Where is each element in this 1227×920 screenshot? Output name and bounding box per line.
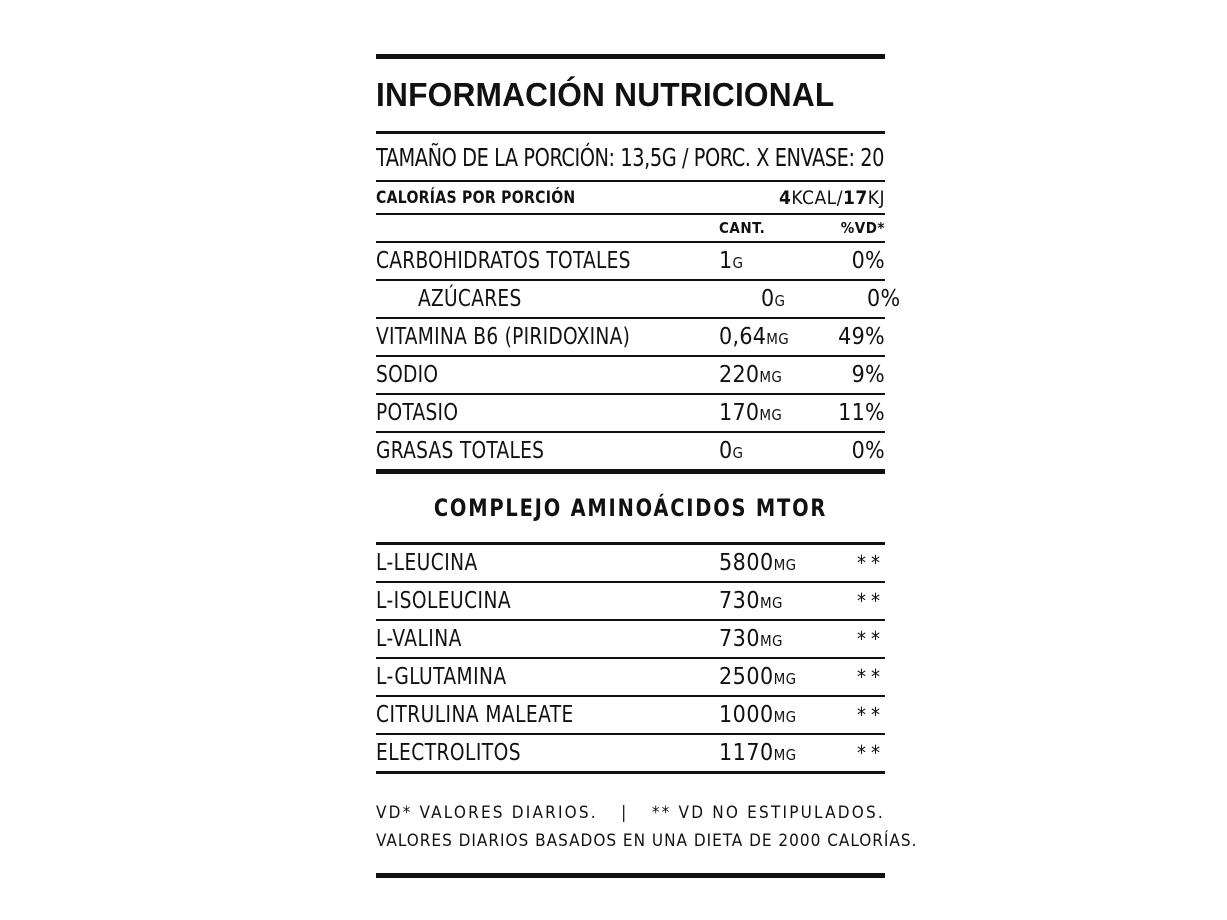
amount-unit: MG (760, 632, 783, 650)
amount-value: 730 (719, 626, 760, 652)
footnote-vd-definition: VD* VALORES DIARIOS. (376, 803, 598, 823)
item-amount (719, 588, 825, 614)
nutrition-facts-panel (376, 54, 918, 878)
kj-unit: KJ (867, 186, 885, 209)
footnote (376, 774, 918, 855)
nutrient-row (376, 281, 901, 317)
item-vd: 49% (838, 324, 885, 350)
amount-value: 0,64 (719, 324, 767, 350)
amount-unit: MG (759, 368, 783, 386)
item-name (376, 362, 719, 388)
amount-value: 0 (719, 438, 733, 464)
amino-row (376, 735, 885, 771)
item-name (376, 588, 719, 614)
item-name-text: VITAMINA B6 (PIRIDOXINA) (376, 324, 631, 350)
spacer (376, 855, 885, 873)
item-name-text: SODIO (376, 362, 439, 388)
kcal-value: 4 (778, 186, 792, 209)
item-name-text: CITRULINA MALEATE (376, 702, 574, 728)
item-vd: ** (857, 627, 885, 651)
amount-value: 0 (761, 286, 775, 312)
item-name-text: L-ISOLEUCINA (376, 588, 512, 614)
calories-label: CALORÍAS POR PORCIÓN (376, 187, 576, 208)
item-amount (719, 400, 825, 426)
item-name (376, 740, 719, 766)
item-vd: 0% (867, 286, 901, 312)
item-name-text: AZÚCARES (418, 286, 522, 312)
header-vd: %VD* (840, 219, 885, 237)
item-name-text: POTASIO (376, 400, 459, 426)
amount-value: 730 (719, 588, 760, 614)
amino-row (376, 659, 885, 695)
item-name-text: L-LEUCINA (376, 550, 478, 576)
item-amount (719, 550, 825, 576)
item-vd: ** (857, 551, 885, 575)
amino-list (376, 545, 885, 774)
footnote-line-2: VALORES DIARIOS BASADOS EN UNA DIETA DE 2000 CALORÍAS. (376, 831, 918, 851)
amount-value: 1170 (719, 740, 774, 766)
item-vd: 9% (851, 362, 885, 388)
item-vd: 0% (851, 248, 885, 274)
item-vd: 11% (838, 400, 885, 426)
amount-value: 5800 (719, 550, 774, 576)
item-vd: 0% (851, 438, 885, 464)
item-name-text: ELECTROLITOS (376, 740, 521, 766)
item-name-text: L-GLUTAMINA (376, 664, 507, 690)
amino-row (376, 621, 885, 657)
amount-unit: MG (773, 670, 797, 688)
item-name (376, 664, 719, 690)
calories-separator: / (836, 186, 843, 209)
item-amount (719, 324, 825, 350)
item-amount (719, 362, 825, 388)
item-amount (719, 740, 825, 766)
item-name-text: L-VALINA (376, 626, 462, 652)
nutrient-row (376, 357, 885, 393)
item-name (376, 324, 719, 350)
item-vd: ** (857, 741, 885, 765)
item-vd: ** (857, 703, 885, 727)
footnote-line-1 (376, 799, 885, 827)
serving-size: TAMAÑO DE LA PORCIÓN: 13,5G / PORC. X ENVASE: 20 (376, 142, 885, 172)
item-amount (719, 438, 825, 464)
kj-value: 17 (842, 186, 868, 209)
item-name (376, 400, 719, 426)
item-amount (719, 248, 825, 274)
bottom-rule (376, 873, 885, 878)
panel-title: INFORMACIÓN NUTRICIONAL (376, 76, 835, 113)
item-name (376, 248, 719, 274)
item-vd: ** (857, 589, 885, 613)
amount-value: 2500 (719, 664, 774, 690)
column-header-row (376, 215, 885, 241)
amount-unit: MG (759, 406, 783, 424)
item-name (376, 702, 719, 728)
amount-unit: MG (773, 746, 797, 764)
amino-section-title-text: COMPLEJO AMINOÁCIDOS MTOR (433, 494, 828, 522)
amount-unit: MG (773, 556, 797, 574)
amount-unit: MG (773, 708, 797, 726)
amino-row (376, 697, 885, 733)
item-amount (719, 626, 825, 652)
amount-unit: MG (766, 330, 789, 348)
header-qty: CANT. (719, 219, 766, 237)
item-name-text: GRASAS TOTALES (376, 438, 545, 464)
item-name (376, 286, 761, 312)
nutrient-row (376, 395, 885, 431)
amino-row (376, 583, 885, 619)
amount-value: 1 (719, 248, 733, 274)
item-name (376, 550, 719, 576)
footnote-divider: | (621, 803, 629, 823)
amount-value: 220 (719, 362, 760, 388)
item-amount (761, 286, 867, 312)
amount-unit: G (732, 254, 744, 272)
nutrient-row (376, 319, 885, 355)
amount-unit: G (732, 444, 744, 462)
amino-row (376, 545, 885, 581)
item-name-text: CARBOHIDRATOS TOTALES (376, 248, 631, 274)
kcal-unit: KCAL (791, 186, 837, 209)
item-name (376, 438, 719, 464)
amount-unit: MG (760, 594, 783, 612)
footnote-no-vd: ** VD NO ESTIPULADOS. (651, 803, 885, 823)
nutrient-row (376, 433, 885, 469)
nutrient-list (376, 243, 901, 469)
amount-unit: G (774, 292, 786, 310)
amount-value: 170 (719, 400, 760, 426)
item-vd: ** (857, 665, 885, 689)
item-name (376, 626, 719, 652)
item-amount (719, 664, 825, 690)
item-amount (719, 702, 825, 728)
amino-section-title (376, 474, 885, 542)
calories-row (376, 182, 885, 213)
calories-value (779, 187, 885, 209)
nutrient-row (376, 243, 885, 279)
amount-value: 1000 (719, 702, 774, 728)
